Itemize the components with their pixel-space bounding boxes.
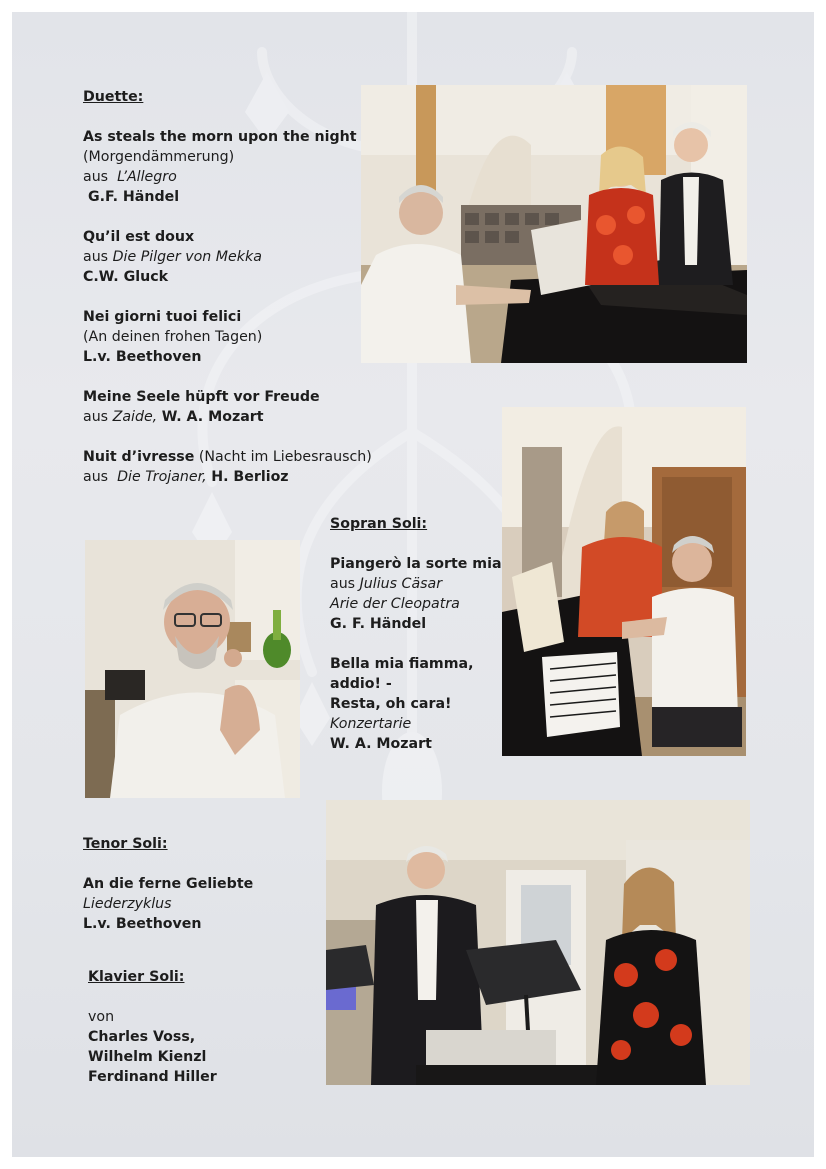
- klavier-section: [88, 967, 217, 1087]
- piece-title: An die ferne Geliebte: [83, 876, 254, 892]
- piece-title: Meine Seele hüpft vor Freude: [83, 389, 320, 405]
- sopran-section: [330, 514, 502, 754]
- piece-composer: L.v. Beethoven: [83, 349, 202, 365]
- piece-source: aus Zaide, W. A. Mozart: [83, 409, 264, 425]
- photo-pianist-portrait: [85, 540, 300, 798]
- piece-title: Resta, oh cara!: [330, 696, 452, 712]
- piece-source: aus Die Trojaner, H. Berlioz: [83, 469, 289, 485]
- piece-subtitle: (Morgendämmerung): [83, 149, 235, 165]
- piece-note: Arie der Cleopatra: [330, 596, 460, 612]
- klavier-von: von: [88, 1009, 115, 1025]
- piece-source: aus Julius Cäsar: [330, 576, 443, 592]
- piece-composer: G. F. Händel: [330, 616, 427, 632]
- duette-section: [83, 87, 372, 487]
- tenor-section: [83, 834, 253, 934]
- piece-note: Liederzyklus: [83, 896, 172, 912]
- piece-title-line: Nuit d’ivresse (Nacht im Liebesrausch): [83, 449, 372, 465]
- piece-title: As steals the morn upon the night: [83, 129, 357, 145]
- klavier-composer: Wilhelm Kienzl: [88, 1049, 207, 1065]
- sopran-heading: Sopran Soli:: [330, 516, 428, 532]
- piece-title: addio! -: [330, 676, 392, 692]
- piece-composer: C.W. Gluck: [83, 269, 169, 285]
- piece-note: Konzertarie: [330, 716, 412, 732]
- klavier-composer: Ferdinand Hiller: [88, 1069, 217, 1085]
- tenor-heading: Tenor Soli:: [83, 836, 168, 852]
- piece-source: aus L’Allegro: [83, 169, 177, 185]
- piece-composer: W. A. Mozart: [330, 736, 432, 752]
- piece-subtitle: (An deinen frohen Tagen): [83, 329, 263, 345]
- piece-composer: L.v. Beethoven: [83, 916, 202, 932]
- piece-composer: G.F. Händel: [87, 189, 180, 205]
- duette-heading: Duette:: [83, 89, 144, 105]
- piece-title: Nei giorni tuoi felici: [83, 309, 242, 325]
- piece-source: aus Die Pilger von Mekka: [83, 249, 262, 265]
- piece-title: Bella mia fiamma,: [330, 656, 474, 672]
- klavier-composer: Charles Voss,: [88, 1029, 196, 1045]
- photo-trio-at-piano: [361, 85, 747, 363]
- klavier-heading: Klavier Soli:: [88, 969, 185, 985]
- piece-title: Piangerò la sorte mia: [330, 556, 502, 572]
- piece-title: Qu’il est doux: [83, 229, 195, 245]
- photo-tenor-and-soprano: [326, 800, 750, 1085]
- photo-soprano-and-pianist: [502, 407, 746, 756]
- program-page: [12, 12, 814, 1157]
